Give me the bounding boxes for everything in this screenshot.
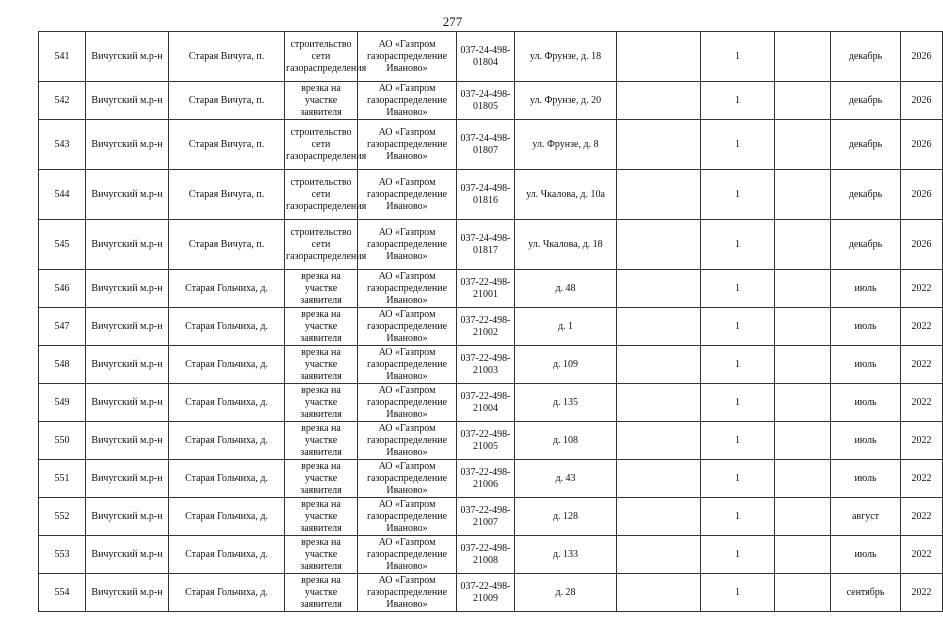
settlement-cell: Старая Вичуга, п.	[169, 220, 285, 270]
table-row	[39, 498, 943, 536]
gas-connection-table	[38, 31, 943, 612]
empty-cell	[617, 460, 701, 498]
object-code-cell: 037-24-498-01816	[457, 170, 515, 220]
quantity-cell: 1	[701, 82, 775, 120]
work-type-cell: строительство сети газораспределения	[285, 32, 358, 82]
district-cell: Вичугский м.р-н	[86, 270, 169, 308]
empty-cell	[617, 536, 701, 574]
organization-cell: АО «Газпром газораспределение Иваново»	[358, 170, 457, 220]
object-code-cell: 037-24-498-01804	[457, 32, 515, 82]
empty-cell	[617, 220, 701, 270]
year-cell: 2022	[901, 384, 943, 422]
row-number: 541	[39, 32, 86, 82]
empty-cell	[617, 270, 701, 308]
year-cell: 2026	[901, 32, 943, 82]
address-cell: д. 133	[515, 536, 617, 574]
settlement-cell: Старая Гольчиха, д.	[169, 384, 285, 422]
organization-cell: АО «Газпром газораспределение Иваново»	[358, 422, 457, 460]
empty-cell	[617, 120, 701, 170]
year-cell: 2022	[901, 270, 943, 308]
organization-cell: АО «Газпром газораспределение Иваново»	[358, 346, 457, 384]
empty-cell	[775, 170, 831, 220]
object-code-cell: 037-24-498-01817	[457, 220, 515, 270]
organization-cell: АО «Газпром газораспределение Иваново»	[358, 120, 457, 170]
row-number: 551	[39, 460, 86, 498]
settlement-cell: Старая Вичуга, п.	[169, 82, 285, 120]
year-cell: 2022	[901, 308, 943, 346]
district-cell: Вичугский м.р-н	[86, 220, 169, 270]
month-cell: июль	[831, 346, 901, 384]
district-cell: Вичугский м.р-н	[86, 32, 169, 82]
address-cell: ул. Фрунзе, д. 20	[515, 82, 617, 120]
table-row	[39, 308, 943, 346]
work-type-cell: строительство сети газораспределения	[285, 220, 358, 270]
settlement-cell: Старая Гольчиха, д.	[169, 422, 285, 460]
empty-cell	[617, 346, 701, 384]
year-cell: 2022	[901, 422, 943, 460]
empty-cell	[775, 422, 831, 460]
empty-cell	[617, 308, 701, 346]
year-cell: 2026	[901, 170, 943, 220]
table-row	[39, 536, 943, 574]
organization-cell: АО «Газпром газораспределение Иваново»	[358, 308, 457, 346]
month-cell: сентябрь	[831, 574, 901, 612]
object-code-cell: 037-22-498-21002	[457, 308, 515, 346]
quantity-cell: 1	[701, 270, 775, 308]
organization-cell: АО «Газпром газораспределение Иваново»	[358, 384, 457, 422]
month-cell: июль	[831, 536, 901, 574]
work-type-cell: врезка на участке заявителя	[285, 498, 358, 536]
address-cell: ул. Фрунзе, д. 8	[515, 120, 617, 170]
row-number: 543	[39, 120, 86, 170]
month-cell: декабрь	[831, 32, 901, 82]
settlement-cell: Старая Гольчиха, д.	[169, 346, 285, 384]
row-number: 549	[39, 384, 86, 422]
work-type-cell: врезка на участке заявителя	[285, 82, 358, 120]
object-code-cell: 037-24-498-01807	[457, 120, 515, 170]
district-cell: Вичугский м.р-н	[86, 574, 169, 612]
settlement-cell: Старая Гольчиха, д.	[169, 574, 285, 612]
table-row	[39, 82, 943, 120]
work-type-cell: врезка на участке заявителя	[285, 460, 358, 498]
empty-cell	[617, 32, 701, 82]
district-cell: Вичугский м.р-н	[86, 308, 169, 346]
row-number: 545	[39, 220, 86, 270]
work-type-cell: врезка на участке заявителя	[285, 346, 358, 384]
object-code-cell: 037-22-498-21008	[457, 536, 515, 574]
empty-cell	[775, 270, 831, 308]
district-cell: Вичугский м.р-н	[86, 384, 169, 422]
empty-cell	[775, 536, 831, 574]
empty-cell	[617, 170, 701, 220]
empty-cell	[775, 82, 831, 120]
quantity-cell: 1	[701, 460, 775, 498]
address-cell: ул. Чкалова, д. 10а	[515, 170, 617, 220]
address-cell: д. 48	[515, 270, 617, 308]
month-cell: декабрь	[831, 120, 901, 170]
year-cell: 2026	[901, 220, 943, 270]
table-row	[39, 422, 943, 460]
work-type-cell: врезка на участке заявителя	[285, 536, 358, 574]
year-cell: 2022	[901, 574, 943, 612]
year-cell: 2022	[901, 460, 943, 498]
table-row	[39, 574, 943, 612]
organization-cell: АО «Газпром газораспределение Иваново»	[358, 536, 457, 574]
address-cell: д. 1	[515, 308, 617, 346]
quantity-cell: 1	[701, 422, 775, 460]
month-cell: июль	[831, 384, 901, 422]
quantity-cell: 1	[701, 384, 775, 422]
month-cell: декабрь	[831, 170, 901, 220]
address-cell: д. 43	[515, 460, 617, 498]
empty-cell	[775, 498, 831, 536]
month-cell: август	[831, 498, 901, 536]
address-cell: ул. Фрунзе, д. 18	[515, 32, 617, 82]
object-code-cell: 037-22-498-21006	[457, 460, 515, 498]
district-cell: Вичугский м.р-н	[86, 170, 169, 220]
organization-cell: АО «Газпром газораспределение Иваново»	[358, 460, 457, 498]
district-cell: Вичугский м.р-н	[86, 346, 169, 384]
year-cell: 2022	[901, 498, 943, 536]
table-row	[39, 384, 943, 422]
table-row	[39, 220, 943, 270]
address-cell: д. 108	[515, 422, 617, 460]
row-number: 554	[39, 574, 86, 612]
district-cell: Вичугский м.р-н	[86, 422, 169, 460]
district-cell: Вичугский м.р-н	[86, 460, 169, 498]
empty-cell	[775, 460, 831, 498]
settlement-cell: Старая Вичуга, п.	[169, 170, 285, 220]
empty-cell	[617, 498, 701, 536]
month-cell: июль	[831, 270, 901, 308]
work-type-cell: врезка на участке заявителя	[285, 574, 358, 612]
district-cell: Вичугский м.р-н	[86, 120, 169, 170]
address-cell: д. 135	[515, 384, 617, 422]
month-cell: июль	[831, 308, 901, 346]
quantity-cell: 1	[701, 170, 775, 220]
address-cell: ул. Чкалова, д. 18	[515, 220, 617, 270]
quantity-cell: 1	[701, 120, 775, 170]
row-number: 547	[39, 308, 86, 346]
district-cell: Вичугский м.р-н	[86, 536, 169, 574]
row-number: 548	[39, 346, 86, 384]
address-cell: д. 28	[515, 574, 617, 612]
table-row	[39, 32, 943, 82]
settlement-cell: Старая Гольчиха, д.	[169, 308, 285, 346]
object-code-cell: 037-22-498-21003	[457, 346, 515, 384]
settlement-cell: Старая Гольчиха, д.	[169, 536, 285, 574]
year-cell: 2022	[901, 346, 943, 384]
organization-cell: АО «Газпром газораспределение Иваново»	[358, 82, 457, 120]
month-cell: июль	[831, 422, 901, 460]
settlement-cell: Старая Гольчиха, д.	[169, 498, 285, 536]
empty-cell	[617, 384, 701, 422]
table-row	[39, 120, 943, 170]
empty-cell	[775, 308, 831, 346]
row-number: 550	[39, 422, 86, 460]
object-code-cell: 037-22-498-21004	[457, 384, 515, 422]
settlement-cell: Старая Вичуга, п.	[169, 32, 285, 82]
settlement-cell: Старая Гольчиха, д.	[169, 270, 285, 308]
address-cell: д. 109	[515, 346, 617, 384]
object-code-cell: 037-24-498-01805	[457, 82, 515, 120]
page-number: 277	[442, 14, 463, 29]
empty-cell	[775, 32, 831, 82]
table-row	[39, 270, 943, 308]
organization-cell: АО «Газпром газораспределение Иваново»	[358, 574, 457, 612]
table-row	[39, 170, 943, 220]
empty-cell	[775, 120, 831, 170]
quantity-cell: 1	[701, 498, 775, 536]
empty-cell	[775, 574, 831, 612]
month-cell: декабрь	[831, 82, 901, 120]
quantity-cell: 1	[701, 536, 775, 574]
object-code-cell: 037-22-498-21001	[457, 270, 515, 308]
row-number: 546	[39, 270, 86, 308]
address-cell: д. 128	[515, 498, 617, 536]
year-cell: 2026	[901, 82, 943, 120]
work-type-cell: врезка на участке заявителя	[285, 308, 358, 346]
object-code-cell: 037-22-498-21009	[457, 574, 515, 612]
month-cell: июль	[831, 460, 901, 498]
settlement-cell: Старая Гольчиха, д.	[169, 460, 285, 498]
quantity-cell: 1	[701, 220, 775, 270]
quantity-cell: 1	[701, 32, 775, 82]
row-number: 553	[39, 536, 86, 574]
district-cell: Вичугский м.р-н	[86, 82, 169, 120]
work-type-cell: строительство сети газораспределения	[285, 170, 358, 220]
organization-cell: АО «Газпром газораспределение Иваново»	[358, 32, 457, 82]
row-number: 542	[39, 82, 86, 120]
work-type-cell: строительство сети газораспределения	[285, 120, 358, 170]
object-code-cell: 037-22-498-21005	[457, 422, 515, 460]
row-number: 552	[39, 498, 86, 536]
empty-cell	[617, 82, 701, 120]
empty-cell	[775, 220, 831, 270]
empty-cell	[775, 346, 831, 384]
object-code-cell: 037-22-498-21007	[457, 498, 515, 536]
organization-cell: АО «Газпром газораспределение Иваново»	[358, 270, 457, 308]
table-row	[39, 460, 943, 498]
work-type-cell: врезка на участке заявителя	[285, 270, 358, 308]
year-cell: 2026	[901, 120, 943, 170]
empty-cell	[617, 574, 701, 612]
quantity-cell: 1	[701, 308, 775, 346]
work-type-cell: врезка на участке заявителя	[285, 384, 358, 422]
organization-cell: АО «Газпром газораспределение Иваново»	[358, 498, 457, 536]
quantity-cell: 1	[701, 574, 775, 612]
empty-cell	[617, 422, 701, 460]
organization-cell: АО «Газпром газораспределение Иваново»	[358, 220, 457, 270]
table-row	[39, 346, 943, 384]
month-cell: декабрь	[831, 220, 901, 270]
row-number: 544	[39, 170, 86, 220]
work-type-cell: врезка на участке заявителя	[285, 422, 358, 460]
district-cell: Вичугский м.р-н	[86, 498, 169, 536]
quantity-cell: 1	[701, 346, 775, 384]
empty-cell	[775, 384, 831, 422]
settlement-cell: Старая Вичуга, п.	[169, 120, 285, 170]
year-cell: 2022	[901, 536, 943, 574]
